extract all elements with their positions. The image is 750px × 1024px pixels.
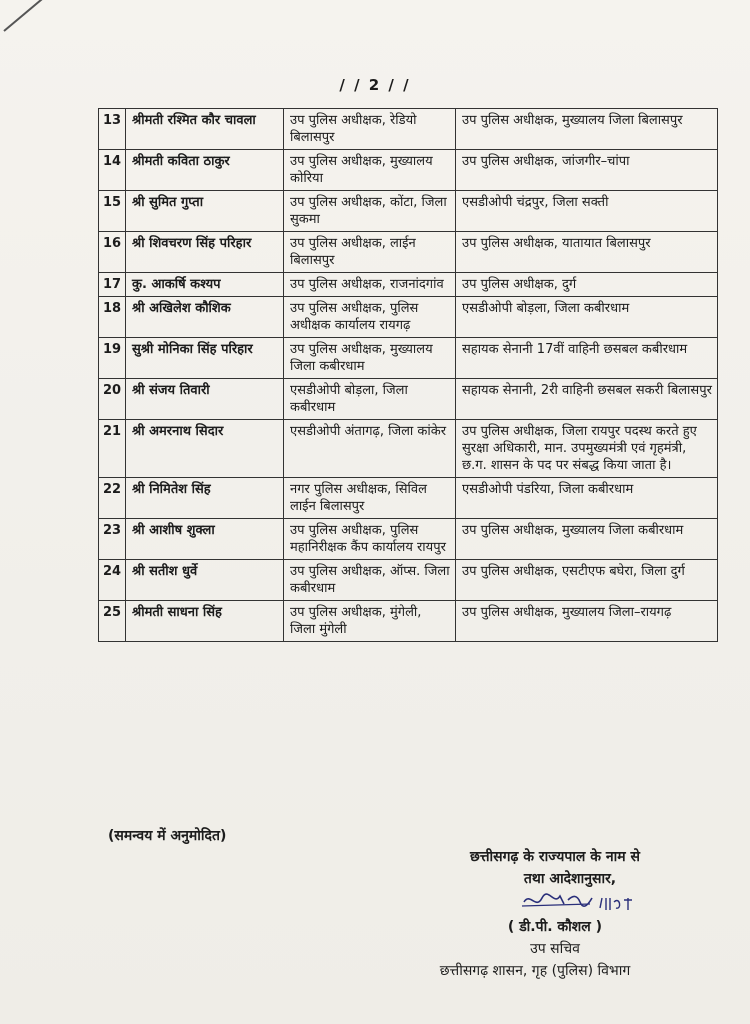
table-row bbox=[99, 109, 718, 150]
table-row bbox=[99, 420, 718, 478]
new-posting-cell: सहायक सेनानी 17वीं वाहिनी छसबल कबीरधाम bbox=[456, 338, 718, 379]
current-posting-cell: उप पुलिस अधीक्षक, पुलिस महानिरीक्षक कैंप कार्यालय रायपुर bbox=[284, 519, 456, 560]
serial-number-cell: 16 bbox=[99, 232, 126, 273]
current-posting-cell: उप पुलिस अधीक्षक, ऑप्स. जिला कबीरधाम bbox=[284, 560, 456, 601]
officer-name-cell: श्री अमरनाथ सिदार bbox=[126, 420, 284, 478]
new-posting-cell: एसडीओपी बोड़ला, जिला कबीरधाम bbox=[456, 297, 718, 338]
serial-number-cell: 15 bbox=[99, 191, 126, 232]
serial-number-cell: 24 bbox=[99, 560, 126, 601]
table-row bbox=[99, 519, 718, 560]
new-posting-cell: उप पुलिस अधीक्षक, जांजगीर–चांपा bbox=[456, 150, 718, 191]
table-row bbox=[99, 191, 718, 232]
serial-number-cell: 23 bbox=[99, 519, 126, 560]
serial-number-cell: 25 bbox=[99, 601, 126, 642]
new-posting-cell: उप पुलिस अधीक्षक, दुर्ग bbox=[456, 273, 718, 297]
current-posting-cell: उप पुलिस अधीक्षक, राजनांदगांव bbox=[284, 273, 456, 297]
serial-number-cell: 22 bbox=[99, 478, 126, 519]
officer-name-cell: श्रीमती रश्मित कौर चावला bbox=[126, 109, 284, 150]
officer-name-cell: श्री अखिलेश कौशिक bbox=[126, 297, 284, 338]
officer-name-cell: श्री आशीष शुक्ला bbox=[126, 519, 284, 560]
table-row bbox=[99, 601, 718, 642]
serial-number-cell: 17 bbox=[99, 273, 126, 297]
table-row bbox=[99, 379, 718, 420]
table-row bbox=[99, 273, 718, 297]
officer-name-cell: कु. आकर्षि कश्यप bbox=[126, 273, 284, 297]
signature-scribble bbox=[520, 888, 650, 918]
officer-name-cell: श्री शिवचरण सिंह परिहार bbox=[126, 232, 284, 273]
new-posting-cell: एसडीओपी चंद्रपुर, जिला सक्ती bbox=[456, 191, 718, 232]
table-row bbox=[99, 338, 718, 379]
transfer-table-body bbox=[99, 109, 718, 642]
corner-mark bbox=[3, 0, 58, 32]
officer-name-cell: श्री सतीश धुर्वे bbox=[126, 560, 284, 601]
serial-number-cell: 19 bbox=[99, 338, 126, 379]
governor-order-line: छत्तीसगढ़ के राज्यपाल के नाम से bbox=[470, 849, 640, 865]
handwritten-signature bbox=[410, 890, 700, 916]
current-posting-cell: उप पुलिस अधीक्षक, पुलिस अधीक्षक कार्यालय रायगढ़ bbox=[284, 297, 456, 338]
current-posting-cell: उप पुलिस अधीक्षक, लाईन बिलासपुर bbox=[284, 232, 456, 273]
page-number: / / 2 / / bbox=[339, 76, 411, 94]
table-row bbox=[99, 560, 718, 601]
table-row bbox=[99, 150, 718, 191]
officer-name-cell: श्रीमती कविता ठाकुर bbox=[126, 150, 284, 191]
current-posting-cell: उप पुलिस अधीक्षक, मुख्यालय कोरिया bbox=[284, 150, 456, 191]
transfer-table bbox=[98, 108, 718, 642]
new-posting-cell: उप पुलिस अधीक्षक, यातायात बिलासपुर bbox=[456, 232, 718, 273]
new-posting-cell: सहायक सेनानी, 2री वाहिनी छसबल सकरी बिलासपुर bbox=[456, 379, 718, 420]
serial-number-cell: 21 bbox=[99, 420, 126, 478]
current-posting-cell: उप पुलिस अधीक्षक, मुख्यालय जिला कबीरधाम bbox=[284, 338, 456, 379]
serial-number-cell: 20 bbox=[99, 379, 126, 420]
current-posting-cell: एसडीओपी अंतागढ़, जिला कांकेर bbox=[284, 420, 456, 478]
officer-name-cell: श्री सुमित गुप्ता bbox=[126, 191, 284, 232]
signer-name: ( डी.पी. कौशल ) bbox=[507, 919, 603, 935]
current-posting-cell: उप पुलिस अधीक्षक, रेडियो बिलासपुर bbox=[284, 109, 456, 150]
current-posting-cell: उप पुलिस अधीक्षक, कोंटा, जिला सुकमा bbox=[284, 191, 456, 232]
new-posting-cell: उप पुलिस अधीक्षक, मुख्यालय जिला कबीरधाम bbox=[456, 519, 718, 560]
current-posting-cell: एसडीओपी बोड़ला, जिला कबीरधाम bbox=[284, 379, 456, 420]
new-posting-cell: उप पुलिस अधीक्षक, जिला रायपुर पदस्थ करते हुए सुरक्षा अधिकारी, मान. उपमुख्यमंत्री एवं गृहमंत्री, छ.ग. शासन के पद पर संबद्ध किया जाता है। bbox=[456, 420, 718, 478]
new-posting-cell: उप पुलिस अधीक्षक, मुख्यालय जिला बिलासपुर bbox=[456, 109, 718, 150]
table-row bbox=[99, 478, 718, 519]
signer-designation: उप सचिव bbox=[530, 941, 580, 957]
officer-name-cell: श्रीमती साधना सिंह bbox=[126, 601, 284, 642]
signature-block bbox=[410, 846, 700, 982]
signer-department: छत्तीसगढ़ शासन, गृह (पुलिस) विभाग bbox=[439, 963, 631, 979]
officer-name-cell: श्री संजय तिवारी bbox=[126, 379, 284, 420]
serial-number-cell: 13 bbox=[99, 109, 126, 150]
current-posting-cell: नगर पुलिस अधीक्षक, सिविल लाईन बिलासपुर bbox=[284, 478, 456, 519]
new-posting-cell: एसडीओपी पंडरिया, जिला कबीरधाम bbox=[456, 478, 718, 519]
new-posting-cell: उप पुलिस अधीक्षक, मुख्यालय जिला–रायगढ़ bbox=[456, 601, 718, 642]
order-line: तथा आदेशानुसार, bbox=[523, 871, 617, 887]
table-row bbox=[99, 297, 718, 338]
serial-number-cell: 18 bbox=[99, 297, 126, 338]
officer-name-cell: श्री निमितेश सिंह bbox=[126, 478, 284, 519]
new-posting-cell: उप पुलिस अधीक्षक, एसटीएफ बघेरा, जिला दुर्ग bbox=[456, 560, 718, 601]
current-posting-cell: उप पुलिस अधीक्षक, मुंगेली, जिला मुंगेली bbox=[284, 601, 456, 642]
officer-name-cell: सुश्री मोनिका सिंह परिहार bbox=[126, 338, 284, 379]
serial-number-cell: 14 bbox=[99, 150, 126, 191]
table-row bbox=[99, 232, 718, 273]
approval-note: (समन्वय में अनुमोदित) bbox=[108, 828, 227, 844]
